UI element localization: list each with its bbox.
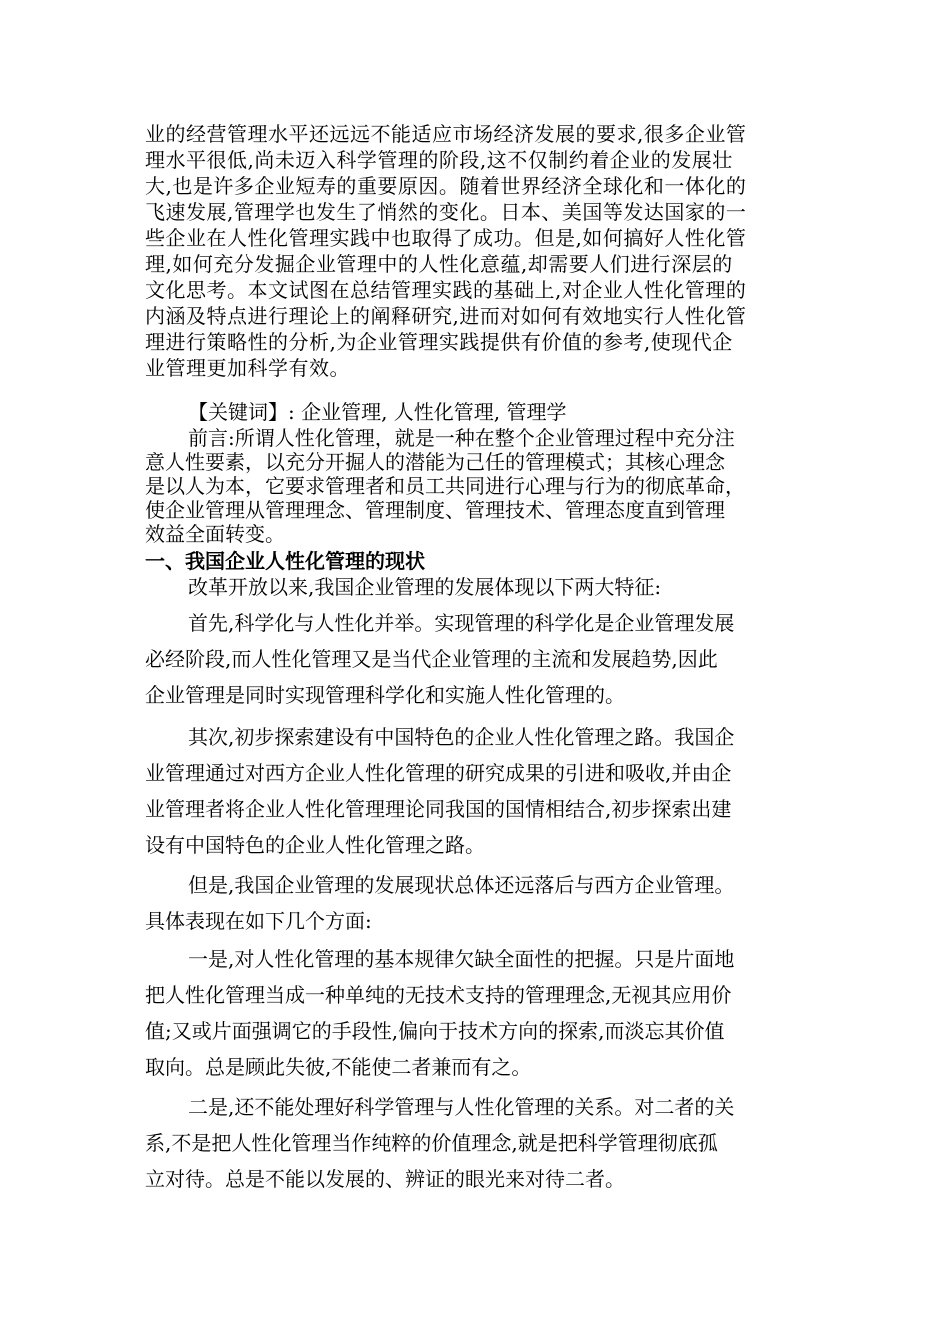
abstract-line: 理水平很低,尚未迈入科学管理的阶段,这不仅制约着企业的发展壮 [145, 148, 733, 172]
body-line: 其次,初步探索建设有中国特色的企业人性化管理之路。我国企 [188, 725, 735, 749]
body-line: 改革开放以来,我国企业管理的发展体现以下两大特征: [188, 575, 662, 599]
preface-line: 意人性要素，以充分开掘人的潜能为己任的管理模式；其核心理念 [145, 450, 725, 474]
abstract-line: 内涵及特点进行理论上的阐释研究,进而对如何有效地实行人性化管 [145, 304, 747, 328]
abstract-line: 理进行策略性的分析,为企业管理实践提供有价值的参考,使现代企 [145, 330, 733, 354]
body-line: 立对待。总是不能以发展的、辨证的眼光来对待二者。 [145, 1167, 625, 1191]
body-line: 设有中国特色的企业人性化管理之路。 [145, 833, 485, 857]
body-line: 企业管理是同时实现管理科学化和实施人性化管理的。 [145, 683, 625, 707]
abstract-line: 大,也是许多企业短寿的重要原因。随着世界经济全球化和一体化的 [145, 174, 747, 198]
abstract-line: 理,如何充分发掘企业管理中的人性化意蕴,却需要人们进行深层的 [145, 252, 733, 276]
abstract-line: 业的经营管理水平还远远不能适应市场经济发展的要求,很多企业管 [145, 122, 747, 146]
abstract-line: 文化思考。本文试图在总结管理实践的基础上,对企业人性化管理的 [145, 278, 747, 302]
body-line: 具体表现在如下几个方面: [145, 909, 372, 933]
abstract-line: 业管理更加科学有效。 [145, 356, 350, 380]
body-line: 业管理通过对西方企业人性化管理的研究成果的引进和吸收,并由企 [145, 761, 732, 785]
body-line: 业管理者将企业人性化管理理论同我国的国情相结合,初步探索出建 [145, 797, 732, 821]
abstract-line: 些企业在人性化管理实践中也取得了成功。但是,如何搞好人性化管 [145, 226, 747, 250]
body-line: 一是,对人性化管理的基本规律欠缺全面性的把握。只是片面地 [188, 947, 735, 971]
body-line: 取向。总是顾此失彼,不能使二者兼而有之。 [145, 1055, 532, 1079]
section-heading: 一、我国企业人性化管理的现状 [145, 549, 425, 573]
preface-line: 使企业管理从管理理念、管理制度、管理技术、管理态度直到管理 [145, 498, 725, 522]
body-line: 值;又或片面强调它的手段性,偏向于技术方向的探索,而淡忘其价值 [145, 1019, 725, 1043]
body-line: 首先,科学化与人性化并举。实现管理的科学化是企业管理发展 [188, 611, 735, 635]
body-line: 二是,还不能处理好科学管理与人性化管理的关系。对二者的关 [188, 1095, 735, 1119]
preface-line: 是以人为本，它要求管理者和员工共同进行心理与行为的彻底革命， [145, 474, 745, 498]
preface-line: 效益全面转变。 [145, 522, 285, 546]
keywords-line: 【关键词】: 企业管理, 人性化管理, 管理学 [188, 400, 567, 424]
preface-line: 前言:所谓人性化管理，就是一种在整个企业管理过程中充分注 [188, 426, 735, 450]
body-line: 系,不是把人性化管理当作纯粹的价值理念,就是把科学管理彻底孤 [145, 1131, 718, 1155]
body-line: 必经阶段,而人性化管理又是当代企业管理的主流和发展趋势,因此 [145, 647, 718, 671]
body-line: 把人性化管理当成一种单纯的无技术支持的管理理念,无视其应用价 [145, 983, 732, 1007]
body-line: 但是,我国企业管理的发展现状总体还远落后与西方企业管理。 [188, 873, 735, 897]
abstract-line: 飞速发展,管理学也发生了悄然的变化。日本、美国等发达国家的一 [145, 200, 747, 224]
